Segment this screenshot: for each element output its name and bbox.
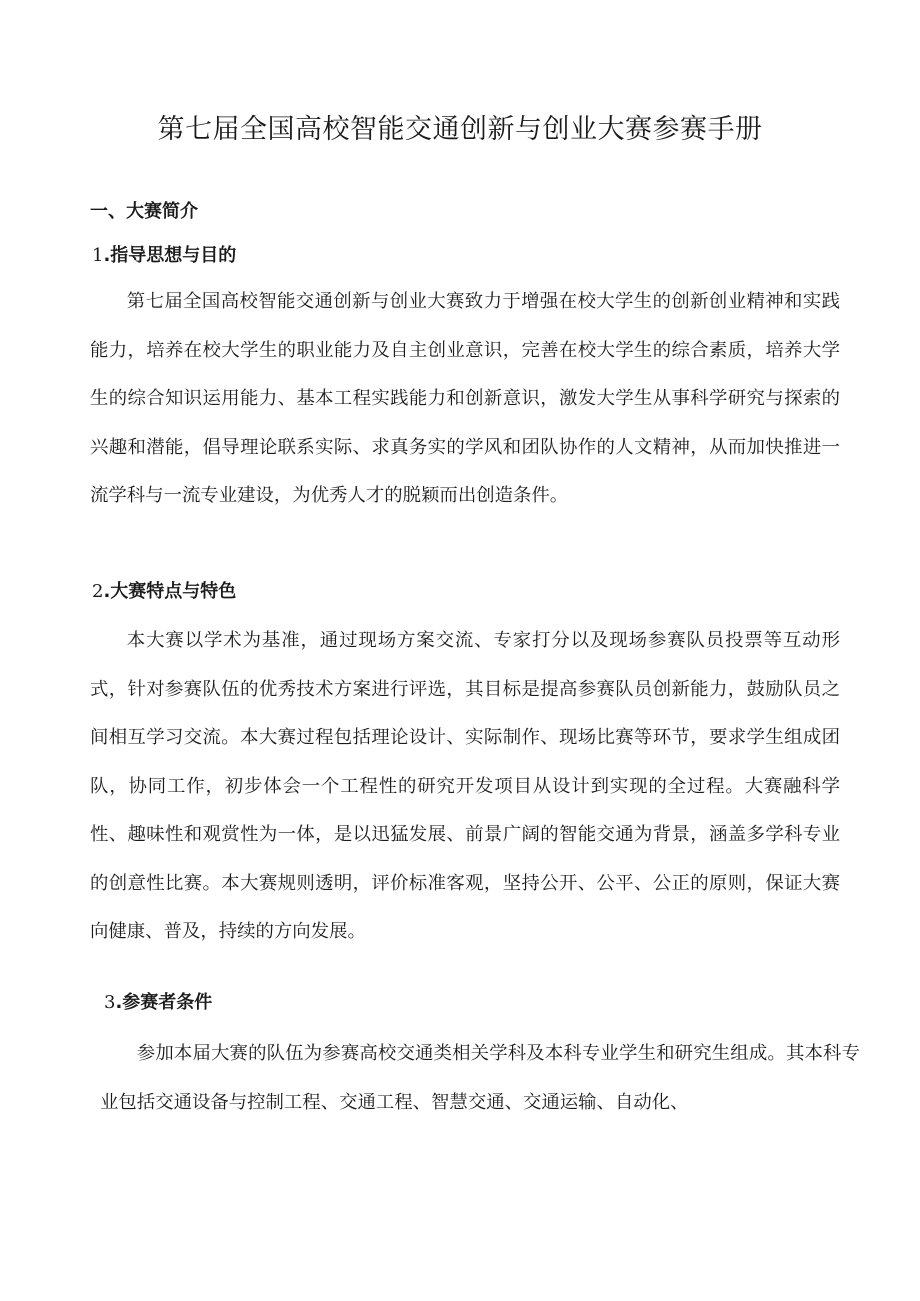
paragraph-eligibility: 参加本届大赛的队伍为参赛高校交通类相关学科及本科专业学生和研究生组成。其本科专业包括交通设备与控制工程、交通工程、智慧交通、交通运输、自动化、 (100, 1043, 860, 1113)
subsection-heading-features (92, 578, 236, 606)
subsection-title: .大赛特点与特色 (103, 581, 237, 602)
subsection-number: 1 (92, 245, 104, 266)
paragraph-features: 本大赛以学术为基准，通过现场方案交流、专家打分以及现场参赛队员投票等互动形式，针对参赛队伍的优秀技术方案进行评选，其目标是提高参赛队员创新能力，鼓励队员之间相互学习交流。本大赛过程包括理论设计、实际制作、现场比赛等环节，要求学生组成团队，协同工作，初步体会一个工程性的研究开发项目从设计到实现的全过程。大赛融科学性、趣味性和观赏性为一体，是以迅猛发展、前景广阔的智能交通为背景，涵盖多学科专业的创意性比赛。本大赛规则透明，评价标准客观，坚持公开、公平、公正的原则，保证大赛向健康、普及，持续的方向发展。 (90, 630, 840, 942)
document-title: 第七届全国高校智能交通创新与创业大赛参赛手册 (157, 114, 763, 145)
subsection-heading-guiding-principles (92, 242, 236, 270)
paragraph-guiding-principles: 第七届全国高校智能交通创新与创业大赛致力于增强在校大学生的创新创业精神和实践能力，培养在校大学生的职业能力及自主创业意识，完善在校大学生的综合素质，培养大学生的综合知识运用能力、基本工程实践能力和创新意识，激发大学生从事科学研究与探索的兴趣和潜能，倡导理论联系实际、求真务实的学风和团队协作的人文精神，从而加快推进一流学科与一流专业建设，为优秀人才的脱颖而出创造条件。 (90, 291, 840, 506)
subsection-heading-eligibility (104, 989, 212, 1017)
subsection-number: 2 (92, 581, 104, 602)
section-heading-intro: 一、大赛简介 (90, 201, 198, 222)
subsection-title: .指导思想与目的 (103, 245, 237, 266)
subsection-number: 3 (104, 992, 116, 1013)
subsection-title: .参赛者条件 (115, 992, 213, 1013)
